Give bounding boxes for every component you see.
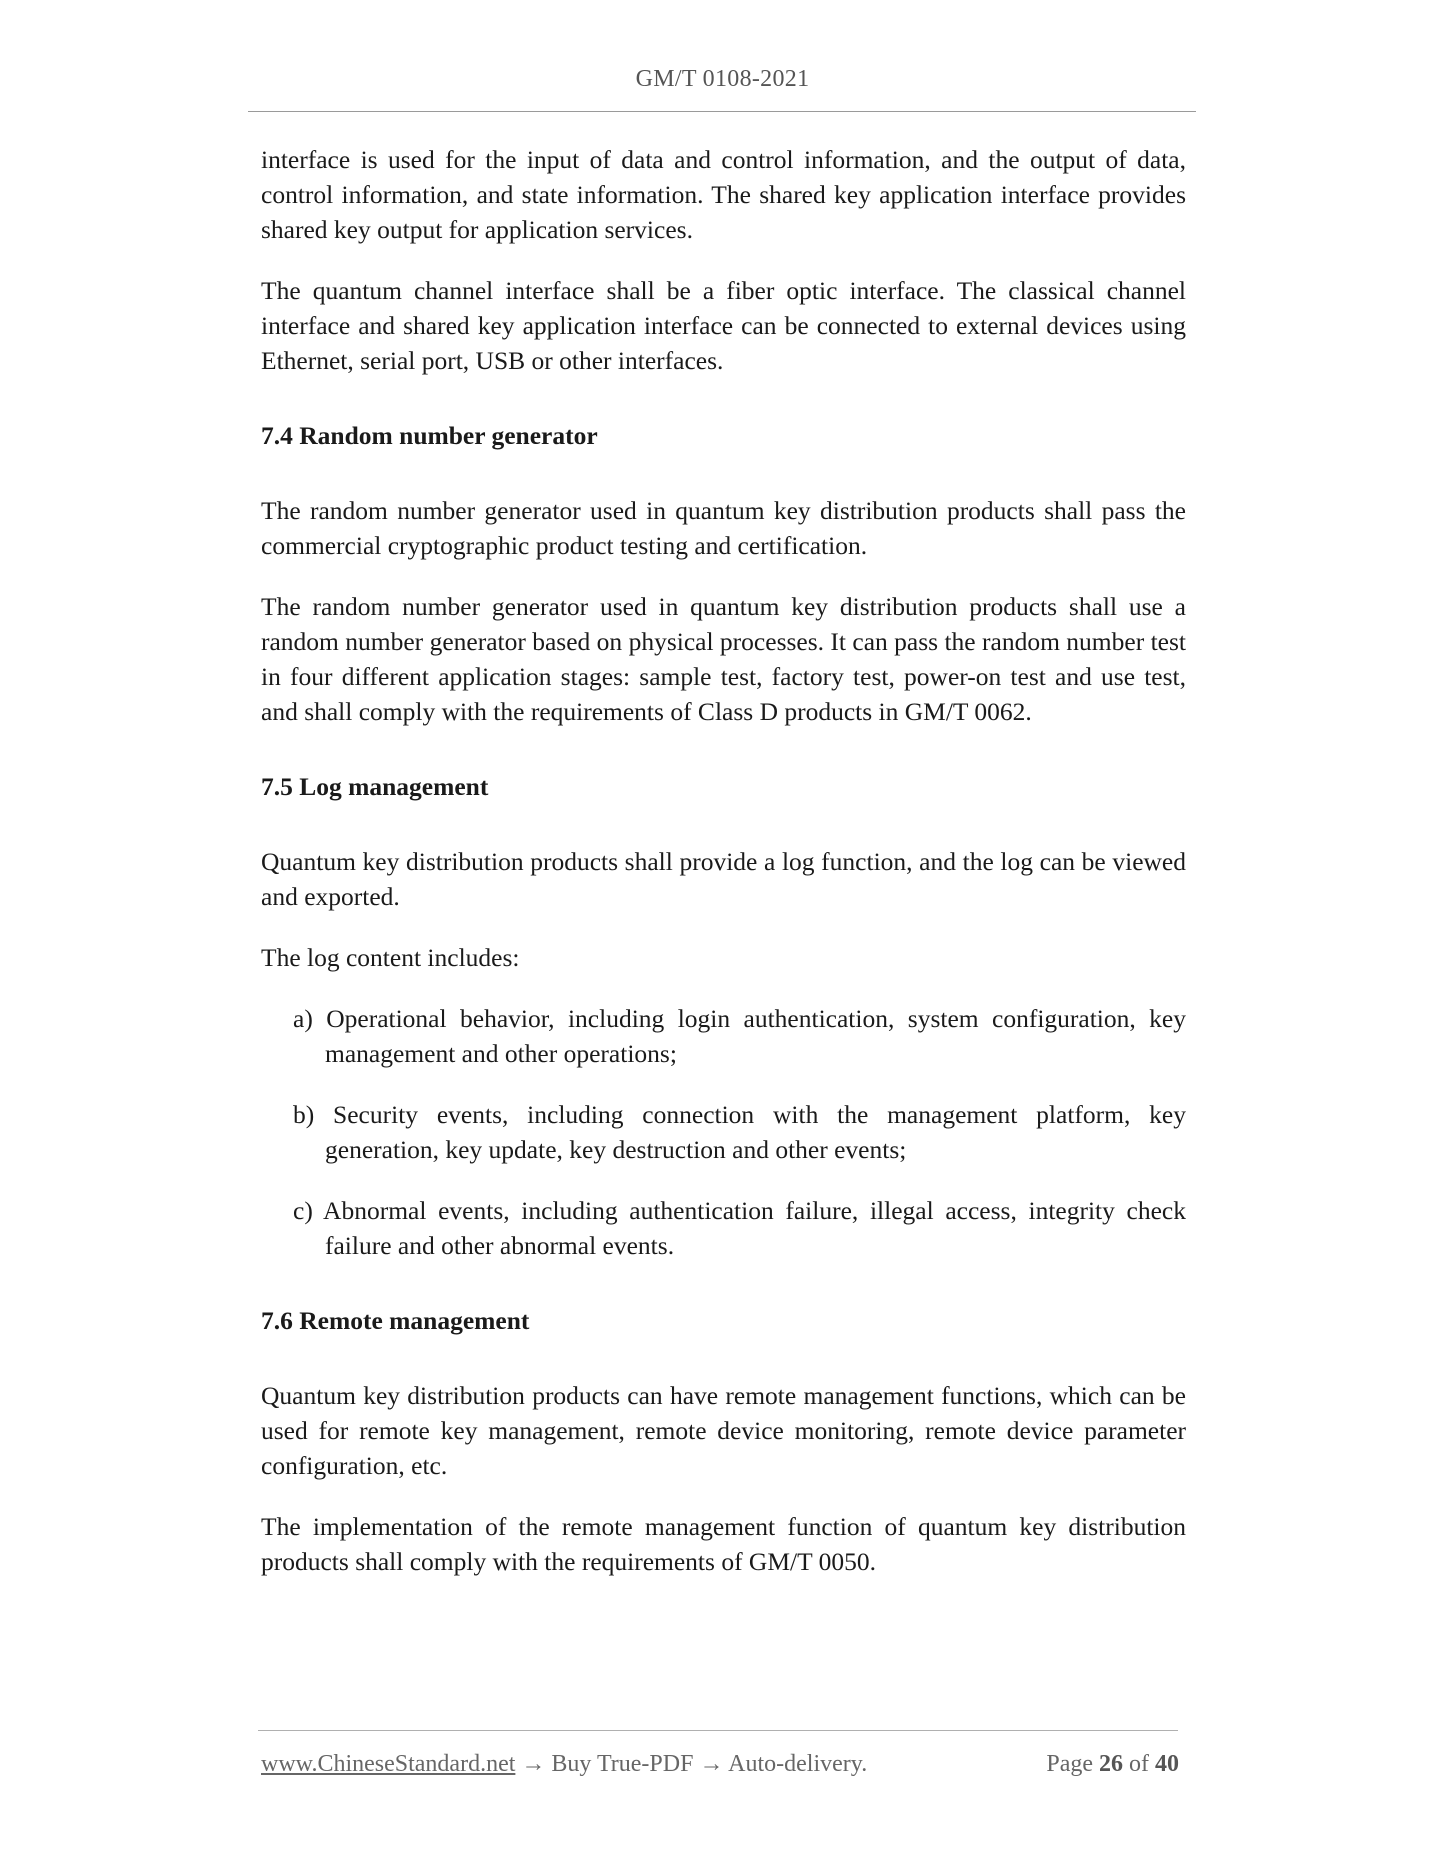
section-heading-7-5: 7.5 Log management: [261, 772, 489, 801]
page-current: 26: [1099, 1751, 1123, 1777]
header-divider: [248, 111, 1196, 112]
list-item-a: a) Operational behavior, including login authentication, system configuration, key management and other operations;: [293, 1004, 1186, 1068]
paragraph-log-function: Quantum key distribution products shall provide a log function, and the log can be viewed and exported.: [261, 847, 1186, 911]
paragraph-interface-continued: interface is used for the input of data and control information, and the output of data, control information, and state information. The shared key application interface provides shared key output for application services.: [261, 145, 1186, 244]
delivery-text: Auto-delivery.: [728, 1751, 868, 1777]
page-label: Page: [1046, 1751, 1093, 1777]
arrow-right-icon: →: [521, 1751, 546, 1777]
document-header-id: GM/T 0108-2021: [635, 66, 810, 92]
paragraph-rng-physical: The random number generator used in quantum key distribution products shall use a random number generator based on physical processes. It can pass the random number test in four different application stages: sample test, factory test, power-on test and use test, and shall comply with the requirements of Class D products in GM/T 0062.: [261, 592, 1186, 726]
page-total: 40: [1155, 1751, 1179, 1777]
footer-divider: [258, 1730, 1178, 1731]
site-link[interactable]: www.ChineseStandard.net: [261, 1751, 516, 1777]
paragraph-rng-certification: The random number generator used in quantum key distribution products shall pass the commercial cryptographic product testing and certification.: [261, 496, 1186, 560]
of-label: of: [1129, 1751, 1149, 1777]
list-item-c: c) Abnormal events, including authentication failure, illegal access, integrity check failure and other abnormal events.: [293, 1196, 1186, 1260]
buy-text: Buy True-PDF: [551, 1751, 694, 1777]
list-item-b: b) Security events, including connection with the management platform, key generation, key update, key destruction and other events;: [293, 1100, 1186, 1164]
paragraph-quantum-channel: The quantum channel interface shall be a fiber optic interface. The classical channel interface and shared key application interface can be connected to external devices using Ethernet, serial port, USB or other interfaces.: [261, 276, 1186, 375]
section-heading-7-6: 7.6 Remote management: [261, 1306, 530, 1335]
footer-promo: [261, 1748, 867, 1780]
paragraph-remote-compliance: The implementation of the remote management function of quantum key distribution products shall comply with the requirements of GM/T 0050.: [261, 1512, 1186, 1576]
paragraph-log-content: The log content includes:: [261, 943, 520, 972]
page-number: [1046, 1748, 1179, 1780]
section-heading-7-4: 7.4 Random number generator: [261, 421, 598, 450]
document-body: [261, 142, 1186, 1579]
arrow-right-icon: →: [699, 1751, 724, 1777]
paragraph-remote-functions: Quantum key distribution products can have remote management functions, which can be used for remote key management, remote device monitoring, remote device parameter configuration, etc.: [261, 1381, 1186, 1480]
